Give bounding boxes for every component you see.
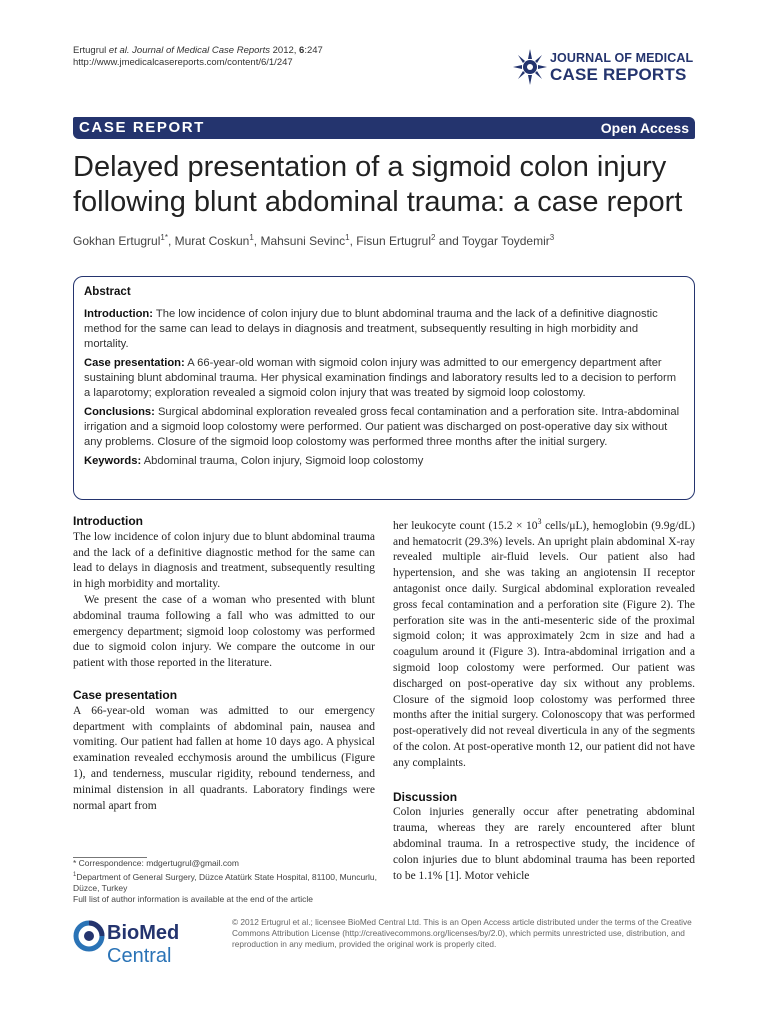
case-presentation-continued: her leukocyte count ($15.2 \times 10^3$ cells/μL), hemoglobin (9.9g/dL) and hematocrit (29.3%) levels. An upright plain abdominal X-ray revealed multiple air-fluid levels. Our patient also had hypertension, and she was taking an angiotensin II receptor antagonist once daily. Surgical abdominal exploration revealed gross fecal contamination and a perforation site (Figure 2). The perforation site was in the anti-mesenteric side of the proximal sigmoid colon; it was approximately 2cm in size and had a coagulum around it (Figure 3). Intra-abdominal irrigation and a sigmoid loop colostomy were performed. Our patient was discharged on post-operative day six without any problems. Closure of the sigmoid loop colostomy was performed three months after the initial surgery. Colonoscopy that was performed post-operatively did not reveal diverticula in any of the segments of the colon. At post-operative month 12, our patient did not have any complaints. [393,517,695,769]
open-access-label[interactable]: Open Access [600,120,689,136]
author[interactable]: Gokhan Ertugrul [73,234,161,248]
journal-logo[interactable] [512,46,697,92]
article-url[interactable]: http://www.jmedicalcasereports.com/content/6/1/247 [73,57,293,68]
abstract-box [73,276,695,500]
citation-line: Ertugrul et al. Journal of Medical Case Reports 2012, 6:247 [73,45,323,56]
citation-header [73,45,323,69]
abstract-heading: Abstract [84,286,131,298]
biomed-central-icon [73,920,105,952]
author-list: Gokhan Ertugrul$^{1*}$, Murat Coskun$^1$, Mahsuni Sevinc$^1$, Fisun Ertugrul$^2$ and Toygar Toydemir$^3$ [73,233,555,248]
footnote [73,858,378,906]
abstract-keywords: Keywords: Abdominal trauma, Colon injury, Sigmoid loop colostomy [84,455,424,467]
author-info-note: Full list of author information is available at the end of the article [73,894,314,905]
case-presentation-paragraph: A 66-year-old woman was admitted to our emergency department with complaints of abdominal pain, nausea and vomiting. Our patient had fallen at home 10 days ago. A physical examination revealed ecchymosis around the umbilicus (Figure 1), and tenderness, muscular rigidity, rebound tenderness, and minimal distension in all quadrants. Laboratory findings were normal apart from [73,704,375,812]
discussion-heading: Discussion [393,789,458,804]
author[interactable]: Toygar Toydemir [461,234,550,248]
article-type-banner [73,117,695,139]
abstract-introduction: Introduction: The low incidence of colon injury due to blunt abdominal trauma and the lack of a definitive diagnostic method for the same can lead to delays in diagnosis and treatment, subsequently resulting in high morbidity and mortality. [84,308,658,350]
body-column-left [73,514,375,814]
author[interactable]: Mahsuni Sevinc [260,234,346,248]
abstract-case-presentation: Case presentation: A 66-year-old woman with sigmoid colon injury was admitted to our emergency department after sustaining blunt abdominal trauma. Her physical examination findings and laboratory results led to a decision to perform a laparotomy; exploration revealed a sigmoid colon injury that was treated by sigmoid loop colostomy. [84,357,677,399]
abstract-conclusions: Conclusions: Surgical abdominal exploration revealed gross fecal contamination and a perforation site. Intra-abdominal irrigation and a sigmoid loop colostomy were performed. Our patient was discharged on post-operative day six without any problems. Closure of the sigmoid loop colostomy was performed three months after the initial surgery. [84,406,680,448]
license-text: © 2012 Ertugrul et al.; licensee BioMed Central Ltd. This is an Open Access article distributed under the terms of the Creative Commons Attribution License (http://creativecommons.org/licenses/by/2.0), which permits unrestricted use, distribution, and reproduction in any medium, provided the original work is properly cited. [232,917,692,949]
star-burst-icon [512,46,548,88]
correspondence-email[interactable]: * Correspondence: mdgertugrul@gmail.com [73,858,239,868]
introduction-paragraph-1: The low incidence of colon injury due to blunt abdominal trauma and the lack of a definitive diagnostic method for the same can lead to delays in diagnosis and treatment, subsequently resulting in high morbidity and mortality. [73,530,375,591]
article-type-label: CASE REPORT [79,119,205,136]
affiliation: $^1$Department of General Surgery, Düzce Atatürk State Hospital, 81100, Muncurlu, Düzce, Turkey [73,871,377,893]
author[interactable]: Murat Coskun [174,234,250,248]
logo-line-1: JOURNAL OF MEDICAL [550,51,694,65]
introduction-heading: Introduction [73,514,143,528]
case-presentation-heading: Case presentation [73,687,178,702]
introduction-paragraph-2: We present the case of a woman who presented with blunt abdominal trauma following a fall who was admitted to our emergency department; sigmoid loop colostomy was performed due to sigmoid colon injury. We compare the outcome in our patient with those reported in the literature. [73,593,375,670]
biomed-central-logo[interactable]: BioMed Central [73,918,223,952]
logo-line-2: CASE REPORTS [550,64,687,84]
discussion-paragraph: Colon injuries generally occur after penetrating abdominal trauma, whereas they are rarely encountered after blunt abdominal trauma. In a retrospective study, the incidence of colon injuries due to blunt abdominal trauma has been reported to be 1.1% [1]. Motor vehicle [393,806,695,882]
article-title: Delayed presentation of a sigmoid colon injury following blunt abdominal trauma: a case report [73,151,683,218]
body-column-right [393,514,695,884]
author[interactable]: Fisun Ertugrul [356,234,431,248]
